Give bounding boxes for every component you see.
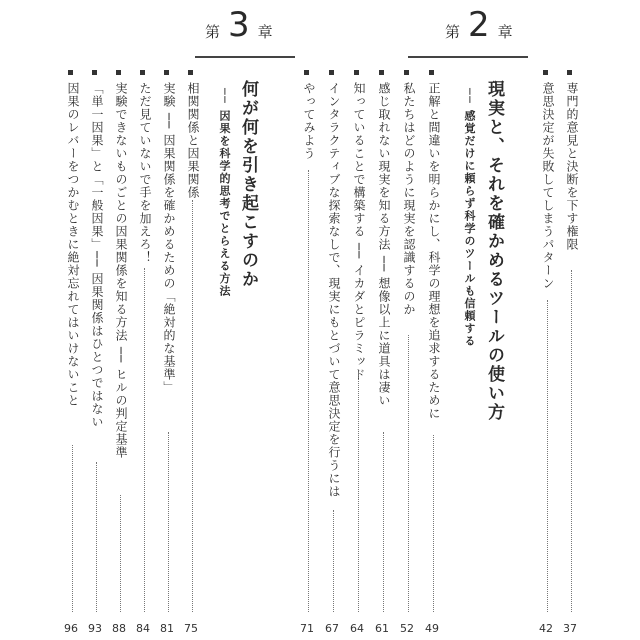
toc-entry-link[interactable]: 相関関係と因果関係 [186, 82, 200, 199]
chapter-number: 3 [228, 5, 250, 45]
chapter-3-subtitle: ── 因果を科学的思考でとらえる方法 [218, 88, 231, 298]
toc-entry-link[interactable]: 意思決定が失敗してしまうパターン [541, 82, 555, 290]
page-number: 52 [400, 622, 414, 635]
chapter-3-header [205, 5, 273, 45]
leader-dots [547, 300, 548, 612]
entry-bullet [329, 70, 334, 75]
chapter-number: 2 [468, 5, 490, 45]
toc-entry-link[interactable]: 知っていることで構築する ── イカダとピラミッド [352, 82, 366, 382]
page-number: 37 [563, 622, 577, 635]
page-number: 67 [325, 622, 339, 635]
entry-bullet [92, 70, 97, 75]
toc-entry-link[interactable]: ただ見ていないで手を加えろ！ [138, 82, 152, 264]
chapter-label-suffix: 章 [497, 23, 513, 41]
chapter-3-rule [195, 56, 295, 58]
chapter-label-prefix: 第 [205, 23, 221, 41]
toc-entry-link[interactable]: 正解と間違いを明らかにし、科学の理想を追求するために [427, 82, 441, 420]
entry-bullet [543, 70, 548, 75]
chapter-2-header [445, 5, 513, 45]
chapter-3-title: 何が何を引き起こすのか [238, 80, 258, 289]
chapter-2-title: 現実と、それを確かめるツールの使い方 [484, 80, 504, 422]
chapter-2-subtitle: ── 感覚だけに頼らず科学のツールも信頼する [463, 88, 476, 348]
chapter-label-suffix: 章 [257, 23, 273, 41]
toc-entry-link[interactable]: 因果のレバーをつかむときに絶対忘れてはいけないこと [66, 82, 80, 407]
leader-dots [383, 432, 384, 612]
page-number: 49 [425, 622, 439, 635]
leader-dots [433, 435, 434, 612]
page-number: 75 [184, 622, 198, 635]
leader-dots [120, 495, 121, 612]
page-number: 64 [350, 622, 364, 635]
chapter-2-rule [408, 56, 528, 58]
entry-bullet [354, 70, 359, 75]
leader-dots [96, 462, 97, 612]
leader-dots [168, 432, 169, 612]
leader-dots [358, 372, 359, 612]
page-number: 93 [88, 622, 102, 635]
entry-bullet [404, 70, 409, 75]
leader-dots [192, 200, 193, 612]
entry-bullet [304, 70, 309, 75]
page-number: 96 [64, 622, 78, 635]
toc-entry-link[interactable]: 実験できないものごとの因果関係を知る方法 ── ヒルの判定基準 [114, 82, 128, 460]
chapter-label-prefix: 第 [445, 23, 461, 41]
page-number: 42 [539, 622, 553, 635]
entry-bullet [429, 70, 434, 75]
entry-bullet [379, 70, 384, 75]
toc-entry-link[interactable]: 私たちはどのように現実を認識するのか [402, 82, 416, 316]
toc-entry-link[interactable]: 専門的意見と決断を下す権限 [565, 82, 579, 251]
page-number: 71 [300, 622, 314, 635]
toc-entry-link[interactable]: 「単一因果」と「一般因果」── 因果関係はひとつではない [90, 82, 104, 429]
leader-dots [571, 270, 572, 612]
entry-bullet [116, 70, 121, 75]
leader-dots [72, 445, 73, 612]
entry-bullet [188, 70, 193, 75]
page-number: 61 [375, 622, 389, 635]
entry-bullet [164, 70, 169, 75]
leader-dots [333, 510, 334, 612]
leader-dots [144, 268, 145, 612]
toc-entry-link[interactable]: 実験 ── 因果関係を確かめるための「絶対的な基準」 [162, 82, 176, 395]
entry-bullet [68, 70, 73, 75]
leader-dots [308, 170, 309, 612]
page-number: 88 [112, 622, 126, 635]
entry-bullet [567, 70, 572, 75]
page-number: 84 [136, 622, 150, 635]
toc-entry-link[interactable]: 感じ取れない現実を知る方法 ── 想像以上に道具は凄い [377, 82, 391, 408]
toc-entry-link[interactable]: やってみよう [302, 82, 316, 160]
toc-entry-link[interactable]: インタラクティブな探索なしで、現実にもとづいて意思決定を行うには [327, 82, 341, 498]
entry-bullet [140, 70, 145, 75]
leader-dots [408, 335, 409, 612]
page-number: 81 [160, 622, 174, 635]
